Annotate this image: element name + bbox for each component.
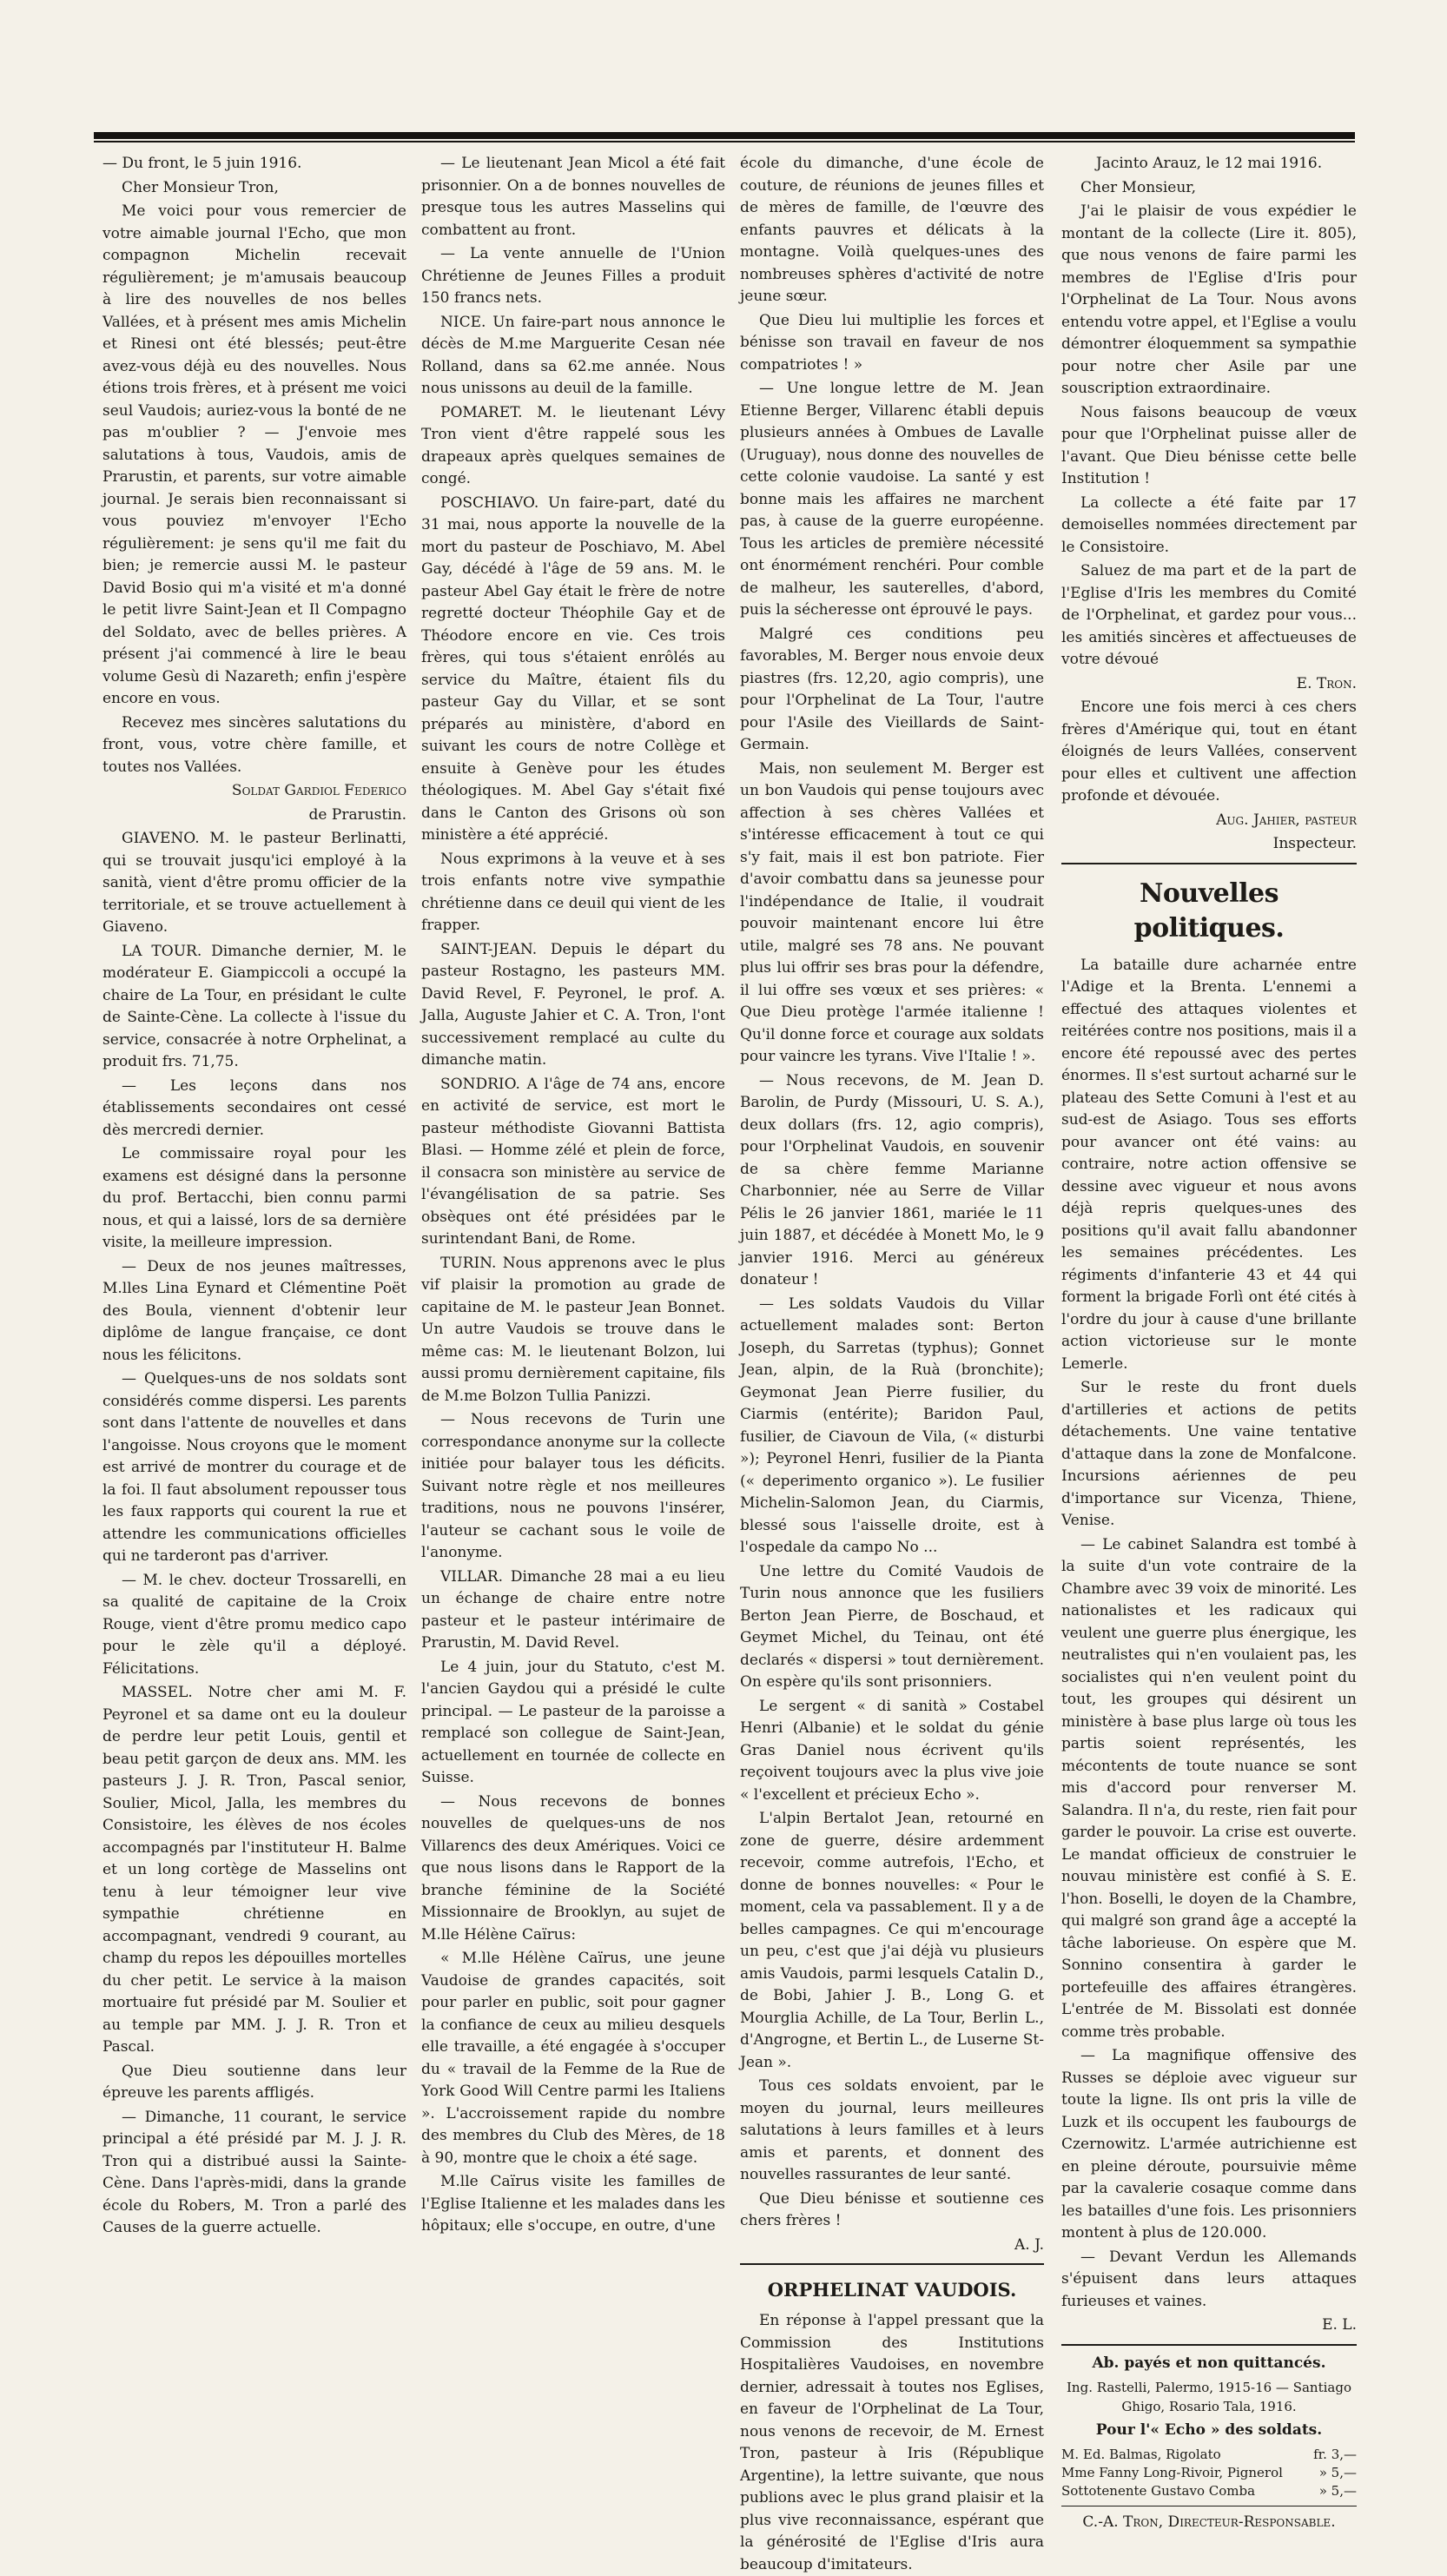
paragraph: Le sergent « di sanità » Costabel Henri (Albanie) et le soldat du génie Gras Daniel nous écrivent qu'ils reçoivent toujours avec la plus vive joie « l'excellent et précieux Echo ». xyxy=(740,1697,1044,1804)
paragraph: — Dimanche, 11 courant, le service principal a été présidé par M. J. J. R. Tron qui a distribué aussi la Sainte-Cène. Dans l'après-midi, dans la grande école du Robers, M. Tron a parlé des Causes de la guerre actuelle. xyxy=(102,2108,406,2236)
section-heading: Nouvelles politiques. xyxy=(1133,877,1285,944)
donation-row xyxy=(1061,2482,1357,2500)
paragraph: GIAVENO. M. le pasteur Berlinatti, qui se trouvait jusqu'ici employé à la sanità, vient d'être promu officier de la territoriale, et se trouve actuellement à Giaveno. xyxy=(102,830,406,936)
paragraph: Malgré ces conditions peu favorables, M. Berger nous envoie deux piastres (frs. 12,20, agio compris), une pour l'Orphelinat de La Tour, l'autre pour l'Asile des Vieillards de Saint-Germain. xyxy=(740,625,1044,753)
paragraph: NICE. Un faire-part nous annonce le décès de M.me Marguerite Cesan née Rolland, dans sa 62.me année. Nous nous unissons au deuil de la famille. xyxy=(421,313,725,397)
section-divider xyxy=(1061,2344,1357,2346)
donor-amount: fr. 3,— xyxy=(1313,2446,1357,2462)
paragraph: Que Dieu soutienne dans leur épreuve les parents affligés. xyxy=(102,2062,406,2102)
paragraph: MASSEL. Notre cher ami M. F. Peyronel et sa dame ont eu la douleur de perdre leur petit Louis, gentil et beau petit garçon de deux ans. MM. les pasteurs J. J. R. Tron, Pascal senior, Soulier, Micol, Jalla, les membres du Consistoire, les élèves de nos écoles accompagnés par l'instituteur H. Balme et un long cortège de Masselins ont tenu à leur témoigner leur vive sympathie chrétienne en accompagnant, vendredi 9 courant, au champ du repos les dépouilles mortelles du cher petit. Le service à la maison mortuaire fut présidé par M. Soulier et au temple par MM. J. J. R. Tron et Pascal. xyxy=(102,1684,406,2056)
paragraph: L'alpin Bertalot Jean, retourné en zone de guerre, désire ardemment recevoir, comme autrefois, l'Echo, et donne de bonnes nouvelles: « Pour le moment, cela va passablement. Il y a de belles campagnes. Ce qui m'encourage un peu, c'est que j'ai déjà vu plusieurs amis Vaudois, parmi lesquels Catalin D., de Bobi, Jahier J. B., Long G. et Mourglia Achille, de La Tour, Berlin L., d'Angrogne, et Bertin L., de Luserne St-Jean ». xyxy=(740,1810,1044,2071)
paragraph: — Nous recevons de bonnes nouvelles de quelques-uns de nos Villarencs des deux Amériques. Voici ce que nous lisons dans le Rapport de la branche féminine de la Société Missionnaire de Brooklyn, au sujet de M.lle Hélène Caïrus: xyxy=(421,1792,725,1944)
paragraph: SONDRIO. A l'âge de 74 ans, encore en activité de service, est mort le pasteur méthodiste Giovanni Battista Blasi. — Homme zélé et plein de force, il consacra son ministère au service de l'évangélisation de sa patrie. Ses obsèques ont été présidées par le surintendant Bani, de Rome. xyxy=(421,1075,725,1248)
donor-name: Mme Fanny Long-Rivoir, Pignerol xyxy=(1061,2464,1283,2480)
signature: E. L. xyxy=(1322,2316,1357,2334)
subscriptions-heading: Ab. payés et non quittancés. xyxy=(1092,2354,1326,2372)
paragraph: M.lle Caïrus visite les familles de l'Eglise Italienne et les malades dans les hôpitaux; elle s'occupe, en outre, d'une xyxy=(421,2173,725,2235)
donor-name: M. Ed. Balmas, Rigolato xyxy=(1061,2446,1221,2462)
paragraph: Saluez de ma part et de la part de l'Eglise d'Iris les membres du Comité de l'Orphelinat, et gardez pour vous... les amitiés sincères et affectueuses de votre dévoué xyxy=(1061,562,1357,668)
paragraph: Que Dieu bénisse et soutienne ces chers frères ! xyxy=(740,2189,1044,2229)
dateline: — Du front, le 5 juin 1916. xyxy=(102,155,302,172)
paragraph: VILLAR. Dimanche 28 mai a eu lieu un échange de chaire entre notre pasteur et le pasteur intérimaire de Prarustin, M. David Revel. xyxy=(421,1567,725,1652)
paragraph: La collecte a été faite par 17 demoiselles nommées directement par le Consistoire. xyxy=(1061,493,1357,556)
paragraph: — La vente annuelle de l'Union Chrétienne de Jeunes Filles a produit 150 francs nets. xyxy=(421,245,725,307)
paragraph: SAINT-JEAN. Depuis le départ du pasteur Rostagno, les pasteurs MM. David Revel, F. Peyronel, le prof. A. Jalla, Auguste Jahier et C. A. Tron, l'ont successivement remplacé au culte du dimanche matin. xyxy=(421,940,725,1069)
paragraph: Le 4 juin, jour du Statuto, c'est M. l'ancien Gaydou qui a présidé le culte principal. — Le pasteur de la paroisse a remplacé son collegue de Saint-Jean, actuellement en tournée de collecte en Suisse. xyxy=(421,1658,725,1786)
paragraph: Une lettre du Comité Vaudois de Turin nous annonce que les fusiliers Berton Jean Pierre, de Boschaud, et Geymet Michel, du Teinau, ont été declarés « dispersi » tout dernièrement. On espère qu'ils sont prisonniers. xyxy=(740,1562,1044,1691)
paragraph: — Les leçons dans nos établissements secondaires ont cessé dès mercredi dernier. xyxy=(102,1076,406,1139)
paragraph: Le commissaire royal pour les examens est désigné dans la personne du prof. Bertacchi, bien connu parmi nous, et qui a laissé, lors de sa dernière visite, la meilleure impression. xyxy=(102,1145,406,1251)
donor-amount: » 5,— xyxy=(1318,2464,1357,2480)
column-3 xyxy=(740,153,1044,2573)
paragraph: LA TOUR. Dimanche dernier, M. le modérateur E. Giampiccoli a occupé la chaire de La Tour, en présidant le culte de Sainte-Cène. La collecte à l'issue du service, consacrée à notre Orphelinat, a produit frs. 71,75. xyxy=(102,942,406,1070)
signature: E. Tron. xyxy=(1296,674,1357,692)
editor-line: C.-A. Tron, Directeur-Responsable. xyxy=(1082,2513,1336,2531)
paragraph: Me voici pour vous remercier de votre aimable journal l'Echo, que mon compagnon Michelin recevait régulièrement; je m'amusais beaucoup à lire des nouvelles de nos belles Vallées, et à présent mes amis Michelin et Rinesi ont été blessés; peut-être avez-vous déjà eu des nouvelles. Nous étions trois frères, et à présent me voici seul Vaudois; auriez-vous la bonté de ne pas m'oublier ? — J'envoie mes salutations à tous, Vaudois, amis de Prarustin, et parents, sur votre aimable journal. Je serais bien reconnaissant si vous pouviez m'envoyer l'Echo régulièrement: je sens qu'il me fait du bien; je remercie aussi M. le pasteur David Bosio qui m'a visité et m'a donné le petit livre Saint-Jean et Il Compagno del Soldato, avec de belles prières. A présent j'ai commencé à lire le beau volume Gesù di Nazareth; enfin j'espère encore en vous. xyxy=(102,202,406,707)
paragraph: Nous faisons beaucoup de vœux pour que l'Orphelinat puisse aller de l'avant. Que Dieu bénisse cette belle Institution ! xyxy=(1061,403,1357,487)
section-heading: ORPHELINAT VAUDOIS. xyxy=(767,2279,1017,2301)
paragraph: « M.lle Hélène Caïrus, une jeune Vaudoise de grandes capacités, soit pour parler en public, soit pour gagner la confiance de ceux au milieu desquels elle travaille, a été engagée à s'occuper du « travail de la Femme de la Rue de York Good Will Centre parmi les Italiens ». L'accroissement rapide du nombre des membres du Club des Mères, de 18 à 90, montre que le choix a été sage. xyxy=(421,1950,725,2167)
section-divider xyxy=(740,2263,1044,2265)
dateline: Jacinto Arauz, le 12 mai 1916. xyxy=(1095,155,1323,172)
section-divider xyxy=(1061,863,1357,864)
paragraph: — Devant Verdun les Allemands s'épuisent dans leurs attaques furieuses et vaines. xyxy=(1061,2248,1357,2310)
paragraph: Mais, non seulement M. Berger est un bon Vaudois qui pense toujours avec affection à ses chères Vallées et s'intéresse efficacement à tout ce qui s'y fait, mais il est bon patriote. Fier d'avoir combattu dans sa jeunesse pour l'indépendance de Italie, il voudrait pouvoir maintenant encore lui être utile, malgré ses 78 ans. Ne pouvant plus lui offrir ses bras pour la défendre, il lui offre ses vœux et ses prières: « Que Dieu protège l'armée italienne ! Qu'il donne force et courage aux soldats pour vaincre les tyrans. Vive l'Italie ! ». xyxy=(740,759,1044,1065)
paragraph: — Une longue lettre de M. Jean Etienne Berger, Villarenc établi depuis plusieurs années à Ombues de Lavalle (Uruguay), nous donne des nouvelles de cette colonie vaudoise. La santé y est bonne mais les affaires ne marchent pas, à cause de la guerre européenne. Tous les articles de première nécessité ont énormément renchéri. Pour comble de malheur, les sauterelles, d'abord, puis la sécheresse ont éprouvé le pays. xyxy=(740,380,1044,619)
paragraph: — M. le chev. docteur Trossarelli, en sa qualité de capitaine de la Croix Rouge, vient d'être promu medico capo pour le zèle qu'il a déployé. Félicitations. xyxy=(102,1571,406,1678)
paragraph: — Nous recevons, de M. Jean D. Barolin, de Purdy (Missouri, U. S. A.), deux dollars (frs. 12, agio compris), pour l'Orphelinat Vaudois, en souvenir de sa chère femme Marianne Charbonnier, née au Serre de Villar Pélis le 26 janvier 1861, mariée le 11 juin 1887, et décédée à Monett Mo, le 9 janvier 1916. Merci au généreux donateur ! xyxy=(740,1071,1044,1288)
paragraph: — Nous recevons de Turin une correspondance anonyme sur la collecte initiée pour balayer tous les déficits. Suivant notre règle et nos meilleures traditions, nous ne pouvons l'insérer, l'auteur se cachant sous le voile de l'anonyme. xyxy=(421,1411,725,1561)
paragraph: Nous exprimons à la veuve et à ses trois enfants notre vive sympathie chrétienne dans ce deuil qui vient de les frapper. xyxy=(421,850,725,934)
subscriptions-list: Ing. Rastelli, Palermo, 1915-16 — Santiago Ghigo, Rosario Tala, 1916. xyxy=(1067,2380,1351,2414)
donation-row xyxy=(1061,2464,1357,2482)
paragraph: En réponse à l'appel pressant que la Commission des Institutions Hospitalières Vaudoises, en novembre dernier, adressait à toutes nos Eglises, en faveur de l'Orphelinat de La Tour, nous venons de recevoir, de M. Ernest Tron, pasteur à Iris (République Argentine), la lettre suivante, que nous publions avec le plus grand plaisir et la plus vive reconnaissance, espérant que la générosité de l'Eglise d'Iris aura beaucoup d'imitateurs. xyxy=(740,2312,1044,2573)
soldiers-heading: Pour l'« Echo » des soldats. xyxy=(1095,2421,1323,2439)
paragraph: école du dimanche, d'une école de couture, de réunions de jeunes filles et de mères de famille, de l'œuvre des enfants pauvres et délicats à la montagne. Voilà quelques-unes des nombreuses sphères d'activité de notre jeune sœur. xyxy=(740,155,1044,305)
top-rule xyxy=(94,132,1355,139)
salutation: Cher Monsieur Tron, xyxy=(122,178,279,196)
column-2 xyxy=(421,153,725,2235)
paragraph: POMARET. M. le lieutenant Lévy Tron vient d'être rappelé sous les drapeaux après quelques semaines de congé. xyxy=(421,403,725,487)
paragraph: — Deux de nos jeunes maîtresses, M.lles Lina Eynard et Clémentine Poët des Boula, viennent d'obtenir leur diplôme de langue française, ce dont nous les félicitons. xyxy=(102,1257,406,1364)
signature: Soldat Gardiol Federico xyxy=(231,782,406,799)
paragraph: La bataille dure acharnée entre l'Adige et la Brenta. L'ennemi a effectué des attaques violentes et reitérées contre nos positions, mais il a encore été repoussé avec des pertes énormes. Il s'est surtout acharné sur le plateau des Sette Comuni à l'est et au sud-est de Asiago. Tous ses efforts pour avancer ont été vains: au contraire, notre action offensive se dessine avec vigueur et nous avons déjà repris quelques-unes des positions qu'il avait fallu abandonner les semaines précédentes. Les régiments d'infanterie 43 et 44 qui forment la brigade Forlì ont été cités à l'ordre du jour à cause d'une brillante action victorieuse sur le monte Lemerle. xyxy=(1061,956,1357,1373)
signature: A. J. xyxy=(1014,2235,1044,2254)
signature-place: de Prarustin. xyxy=(308,805,406,824)
column-4 xyxy=(1061,153,1357,2531)
column-1 xyxy=(102,153,406,2236)
paragraph: J'ai le plaisir de vous expédier le montant de la collecte (Lire it. 805), que nous venons de faire parmi les membres de l'Eglise d'Iris pour l'Orphelinat de La Tour. Nous avons entendu votre appel, et l'Eglise a voulu démontrer éloquemment sa sympathie pour notre cher Asile par une souscription extraordinaire. xyxy=(1061,202,1357,397)
donation-row xyxy=(1061,2446,1357,2464)
paragraph: — Les soldats Vaudois du Villar actuellement malades sont: Berton Joseph, du Sarretas (typhus); Gonnet Jean, alpin, de la Ruà (bronchite); Geymonat Jean Pierre fusilier, du Ciarmis (entérite); Baridon Paul, fusilier, de Ciavoun de Vila, (« disturbi »); Peyronel Henri, fusilier de la Pianta (« deperimento organico »). Le fusilier Michelin-Salomon Jean, du Ciarmis, blessé sous l'aisselle droite, est à l'ospedale da campo No ... xyxy=(740,1295,1044,1556)
paragraph: Que Dieu lui multiplie les forces et bénisse son travail en faveur de nos compatriotes ! » xyxy=(740,311,1044,374)
top-rule-thin xyxy=(94,141,1355,142)
paragraph: POSCHIAVO. Un faire-part, daté du 31 mai, nous apporte la nouvelle de la mort du pasteur de Poschiavo, M. Abel Gay, décédé à l'âge de 59 ans. M. le pasteur Abel Gay était le frère de notre regretté docteur Théophile Gay et de Théodore encore en vie. Ces trois frères, qui tous s'étaient enrôlés au service du Maître, étaient fils du pasteur Gay du Villar, et se sont préparés au ministère, d'abord en suivant les cours de notre Collège et ensuite à Genève pour les études théologiques. M. Abel Gay s'était fixé dans le Canton des Grisons où son ministère a été apprécié. xyxy=(421,493,725,844)
paragraph: — Quelques-uns de nos soldats sont considérés comme dispersi. Les parents sont dans l'attente de nouvelles et dans l'angoisse. Nous croyons que le moment est arrivé de montrer du courage et de la foi. Il faut absolument repousser tous les faux rapports qui courent la rue et attendre les communications officielles qui ne tarderont pas d'arriver. xyxy=(102,1370,406,1565)
paragraph: Encore une fois merci à ces chers frères d'Amérique qui, tout en étant éloignés de leurs Vallées, conservent pour elles et cultivent une affection profonde et dévouée. xyxy=(1061,699,1357,805)
paragraph: Recevez mes sincères salutations du front, vous, votre chère famille, et toutes nos Vallées. xyxy=(102,713,406,776)
donor-amount: » 5,— xyxy=(1318,2482,1357,2499)
paragraph: — Le cabinet Salandra est tombé à la suite d'un vote contraire de la Chambre avec 39 voix de minorité. Les nationalistes et les radicaux qui veulent une guerre plus énergique, les neutralistes qui n'en voulaient pas, les socialistes qui n'en veulent point du tout, les groupes qui désirent un ministère à base plus large où tous les partis soient représentés, les mécontents de toute nuance se sont mis d'accord pour renverser M. Salandra. Il n'a, du reste, rien fait pour garder le pouvoir. La crise est ouverte. Le mandat officieux de construier le nouvau ministère est confié à S. E. l'hon. Boselli, le doyen de la Chambre, qui malgré son grand âge a accepté la tâche laborieuse. On espère que M. Sonnino consentira à garder le portefeuille des affaires étrangères. L'entrée de M. Bissolati est donnée comme très probable. xyxy=(1061,1535,1357,2041)
donation-list xyxy=(1061,2446,1357,2500)
signature-title: Inspecteur. xyxy=(1272,835,1357,852)
signature: Aug. Jahier, pasteur xyxy=(1216,811,1357,829)
paragraph: TURIN. Nous apprenons avec le plus vif plaisir la promotion au grade de capitaine de M. le pasteur Jean Bonnet. Un autre Vaudois se trouve dans le même cas: M. le lieutenant Bolzon, lui aussi promu dernièrement capitaine, fils de M.me Bolzon Tullia Panizzi. xyxy=(421,1254,725,1405)
donor-name: Sottotenente Gustavo Comba xyxy=(1061,2482,1256,2499)
salutation: Cher Monsieur, xyxy=(1080,178,1196,196)
paragraph: — La magnifique offensive des Russes se déploie avec vigueur sur toute la ligne. Ils ont pris la ville de Luzk et ils occupent les faubourgs de Czernowitz. L'armée autrichienne est en pleine déroute, poursuivie même par la cavalerie cosaque comme dans les batailles d'une fois. Les prisonniers montent à plus de 120.000. xyxy=(1061,2047,1357,2242)
paragraph: Tous ces soldats envoient, par le moyen du journal, leurs meilleures salutations à leurs familles et à leurs amis et parents, et donnent des nouvelles rassurantes de leur santé. xyxy=(740,2077,1044,2183)
paragraph: — Le lieutenant Jean Micol a été fait prisonnier. On a de bonnes nouvelles de presque tous les autres Masselins qui combattent au front. xyxy=(421,155,725,239)
paragraph: Sur le reste du front duels d'artilleries et actions de petits détachements. Une vaine tentative d'attaque dans la zone de Monfalcone. Incursions aériennes de peu d'importance sur Vicenza, Thiene, Venise. xyxy=(1061,1379,1357,1529)
